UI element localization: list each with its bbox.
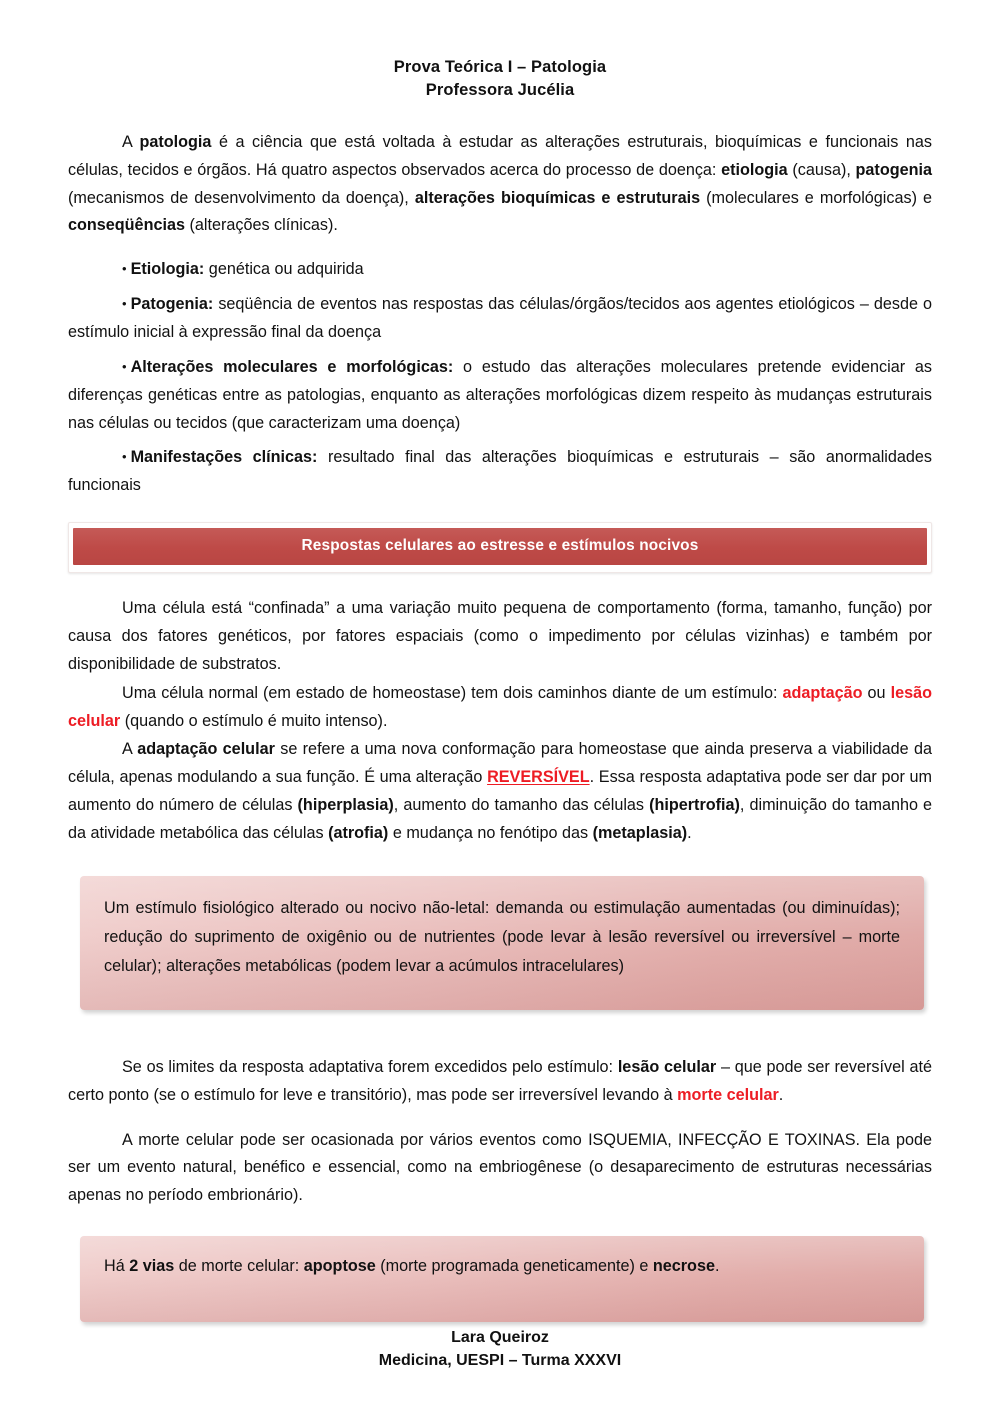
stress-p3-seg-1: A [122,740,138,759]
list-item [68,444,932,500]
stress-p3-seg-7: . [687,824,692,843]
term-2-vias: 2 vias [129,1257,175,1276]
footer-author: Lara Queiroz [451,1328,549,1346]
callout-box-death-pathways [80,1236,924,1322]
stress-paragraph-3 [68,736,932,847]
intro-seg-2: é a ciência que está voltada à estudar as alterações estruturais, bioquímicas e funcionais nas células, tecidos e órgãos. Há quatro aspectos observados acerca do processo de doença: [68,132,932,179]
injury-p1-seg-2: – que pode ser reversível até certo ponto (se o estímulo for leve e transitório), mas pode ser irreversível levando à [68,1057,932,1104]
term-lesao-celular: lesão celular [617,1057,717,1076]
stress-p3-seg-4: , aumento do tamanho das células [393,796,650,815]
injury-paragraph-1 [68,1054,932,1110]
term-necrose: necrose [652,1257,715,1276]
stress-p3-seg-2: se refere a uma nova conformação para homeostase que ainda preserva a viabilidade da célula, apenas modulando a sua função. É uma alteração [68,740,932,787]
footer-affiliation: Medicina, UESPI – Turma XXXVI [378,1351,622,1369]
injury-p1-seg-3: . [778,1085,784,1104]
intro-paragraph [68,129,932,240]
stress-p2-seg-1: Uma célula normal (em estado de homeostase) tem dois caminhos diante de um estímulo: [122,683,783,702]
bullet-text: resultado final das alterações bioquímicas e estruturais – são anormalidades funcionais [68,448,933,495]
stress-paragraph-2 [68,680,932,736]
intro-term-alteracoes: alterações bioquímicas e estruturais [414,188,701,207]
term-atrofia: (atrofia) [328,824,389,843]
bullet-text: o estudo das alterações moleculares pretende evidenciar as diferenças genéticas entre as patologias, enquanto as alterações morfológicas dizem respeito às mudanças estruturais nas células ou tecidos (que caracterizam uma doença) [68,357,932,432]
callout2-seg-2: de morte celular: [174,1257,304,1276]
header-title-line-1: Prova Teórica I – Patologia [393,58,607,76]
bullet-dot-icon: • [122,358,127,374]
bullet-dot-icon: • [122,261,127,277]
list-item [68,354,932,438]
term-metaplasia: (metaplasia) [592,824,688,843]
list-item [68,291,932,347]
callout2-seg-1: Há [104,1257,130,1276]
stress-paragraph-1: Uma célula está “confinada” a uma variação muito pequena de comportamento (forma, tamanho, função) por causa dos fatores genéticos, por fatores espaciais (como o impedimento por células vizinhas) e também por disponibilidade de substratos. [68,599,932,673]
document-footer [0,1326,1000,1372]
intro-seg-4: (mecanismos de desenvolvimento da doença), [68,188,415,207]
bullet-term: Patogenia: [130,295,214,314]
highlight-adaptacao: adaptação [782,683,863,702]
stress-p3-seg-3: . Essa resposta adaptativa pode ser dar por um aumento do número de células [68,768,932,815]
spacer [68,1010,932,1054]
bullet-dot-icon: • [122,449,127,465]
header-title-line-2: Professora Jucélia [425,81,575,100]
bullet-dot-icon: • [122,296,127,312]
intro-seg-3: (causa), [787,160,856,179]
bullet-term: Alterações moleculares e morfológicas: [130,357,454,376]
intro-term-consequencias: conseqüências [68,216,185,235]
highlight-lesao-celular: lesão celular [68,683,932,730]
intro-term-patologia: patologia [139,132,212,151]
callout-box-stimulus: Um estímulo fisiológico alterado ou nocivo não-letal: demanda ou estimulação aumentadas (ou diminuídas); redução do suprimento de oxigênio ou de nutrientes (pode levar à lesão reversível ou irreversível – morte celular); alterações metabólicas (podem levar a acúmulos intracelulares) [80,876,924,1010]
highlight-reversivel: REVERSÍVEL [487,768,590,787]
term-hipertrofia: (hipertrofia) [649,796,740,815]
section-banner: Respostas celulares ao estresse e estímulos nocivos [73,528,927,565]
stress-p3-seg-5: , diminuição do tamanho e da atividade metabólica das células [68,796,933,843]
term-adaptacao-celular: adaptação celular [137,740,275,759]
intro-term-patogenia: patogenia [855,160,932,179]
section-banner-frame [68,522,932,573]
stress-p3-seg-6: e mudança no fenótipo das [388,824,593,843]
stress-p2-seg-2: ou [862,683,891,702]
bullet-term: Etiologia: [130,260,205,279]
spacer [68,1111,932,1127]
highlight-morte-celular: morte celular [677,1085,779,1104]
callout2-seg-3: (morte programada geneticamente) e [375,1257,653,1276]
list-item [68,256,932,284]
intro-term-etiologia: etiologia [721,160,788,179]
injury-paragraph-2: A morte celular pode ser ocasionada por vários eventos como ISQUEMIA, INFECÇÃO E TOXINAS. Ela pode ser um evento natural, benéfico e essencial, como na embriogênese (o desaparecimento de estruturas necessárias apenas no período embrionário). [68,1130,932,1205]
bullet-term: Manifestações clínicas: [130,448,318,467]
intro-seg-1: A [122,132,140,151]
bullet-text: genética ou adquirida [204,260,364,279]
aspects-bullet-list [68,256,932,500]
intro-seg-5: (moleculares e morfológicas) e [700,188,933,207]
term-hiperplasia: (hiperplasia) [297,796,394,815]
stress-p2-seg-3: (quando o estímulo é muito intenso). [120,711,388,730]
term-apoptose: apoptose [303,1257,376,1276]
intro-seg-6: (alterações clínicas). [184,216,338,235]
bullet-text: seqüência de eventos nas respostas das células/órgãos/tecidos aos agentes etiológicos – desde o estímulo inicial à expressão final da doença [68,295,932,341]
document-header [68,56,932,103]
callout2-seg-4: . [714,1257,720,1276]
injury-p1-seg-1: Se os limites da resposta adaptativa forem excedidos pelo estímulo: [122,1057,618,1076]
